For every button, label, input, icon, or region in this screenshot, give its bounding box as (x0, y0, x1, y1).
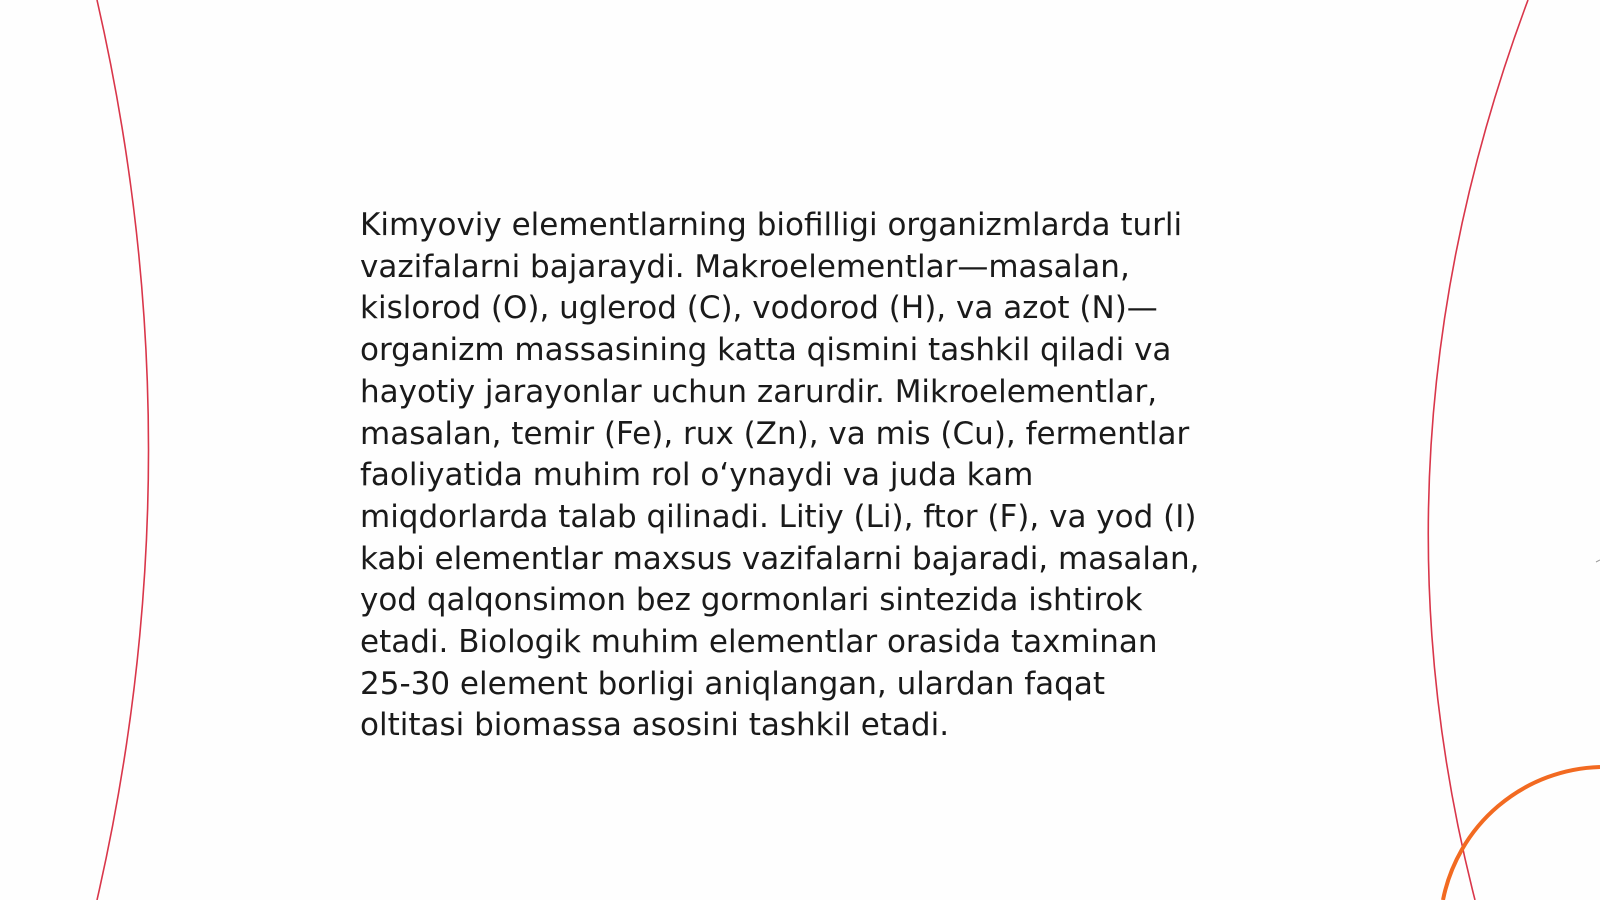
left-arc-curve (97, 0, 149, 900)
slide-body-text: Kimyoviy elementlarning biofilligi organizmlarda turli vazifalarni bajaraydi. Makroelementlar—masalan, kislorod (O), uglerod (C), vodorod (H), va azot (N)— organizm massasining katta qismini tashkil qiladi va hayotiy jarayonlar uchun zarurdir. Mikroelementlar, masalan, temir (Fe), rux (Zn), va mis (Cu), fermentlar faoliyatida muhim rol o‘ynaydi va juda kam miqdorlarda talab qilinadi. Litiy (Li), ftor (F), va yod (I) kabi elementlar maxsus vazifalarni bajaradi, masalan, yod qalqonsimon bez gormonlari sintezida ishtirok etadi. Biologik muhim elementlar orasida taxminan 25-30 element borligi aniqlangan, ulardan faqat oltitasi biomassa asosini tashkil etadi. (360, 207, 1200, 744)
right-arc-curve (1428, 0, 1528, 900)
corner-orange-arc (1443, 767, 1600, 900)
right-edge-tick (1596, 560, 1600, 562)
